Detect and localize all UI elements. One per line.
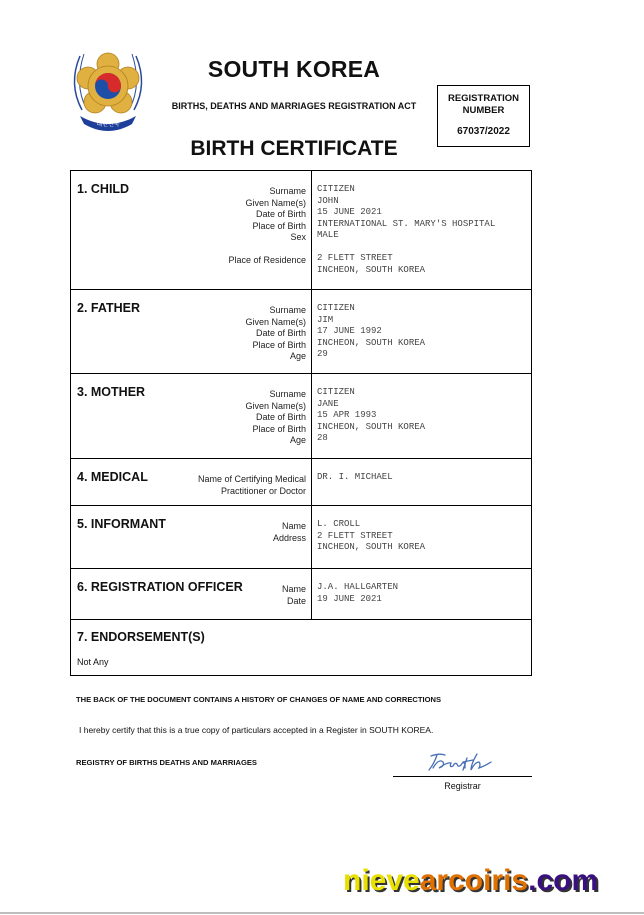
section-title: 2. FATHER — [77, 301, 140, 315]
field-label: Place of Birth — [252, 220, 306, 231]
field-value: J.A. HALLGARTEN — [317, 582, 399, 592]
watermark-logo — [343, 864, 643, 900]
field-label: Given Name(s) — [245, 197, 306, 208]
emblem-banner-text: 대한민국 — [96, 121, 120, 128]
field-value: 17 JUNE 1992 — [317, 326, 382, 337]
korea-emblem-icon — [66, 44, 150, 134]
field-value: JIM — [317, 314, 334, 325]
field-value: INCHEON, SOUTH KOREA — [317, 337, 426, 348]
bottom-divider — [0, 912, 644, 914]
section-informant — [71, 506, 531, 569]
field-value: CITIZEN — [317, 387, 355, 397]
field-label: Name — [281, 521, 306, 531]
field-label: Age — [289, 435, 306, 446]
registry-name: REGISTRY OF BIRTHS DEATHS AND MARRIAGES — [76, 758, 257, 767]
field-value: 2 FLETT STREET — [317, 530, 393, 541]
field-value: JOHN — [317, 195, 339, 206]
signature-line — [393, 776, 532, 777]
field-label: Place of Birth — [252, 339, 306, 350]
field-label: Surname — [269, 389, 306, 399]
field-label: Place of Residence — [228, 254, 306, 265]
registrar-label: Registrar — [444, 781, 481, 791]
field-value: 29 — [317, 349, 328, 360]
section-title: 1. CHILD — [77, 182, 130, 196]
section-title: 5. INFORMANT — [77, 517, 166, 531]
section-title: 7. ENDORSEMENT(S) — [77, 630, 205, 644]
field-value: 28 — [317, 433, 328, 444]
field-value: INTERNATIONAL ST. MARY'S HOSPITAL — [317, 218, 496, 229]
field-value: MALE — [317, 230, 339, 241]
field-value: INCHEON, SOUTH KOREA — [317, 421, 426, 432]
country-title: SOUTH KOREA — [207, 56, 381, 82]
watermark-part3: .com — [528, 864, 599, 897]
registration-label-line2: NUMBER — [462, 105, 505, 116]
field-label: Place of Birth — [252, 423, 306, 434]
certification-statement: I hereby certify that this is a true copy of particulars accepted in a Register in SOUTH KOREA. — [79, 725, 434, 735]
field-label: Surname — [269, 305, 306, 315]
watermark-part2: arcoiris — [419, 864, 529, 897]
registration-number: 67037/2022 — [457, 126, 510, 137]
act-subtitle: BIRTHS, DEATHS AND MARRIAGES REGISTRATION ACT — [171, 101, 417, 111]
section-title: 3. MOTHER — [77, 385, 146, 399]
field-label: Name of Certifying Medical — [197, 474, 306, 484]
field-value: DR. I. MICHAEL — [317, 472, 393, 482]
field-label: Date — [286, 595, 306, 606]
field-value: L. CROLL — [317, 519, 361, 529]
section-mother — [71, 374, 531, 459]
field-value: CITIZEN — [317, 303, 355, 313]
watermark-part1: nieve — [343, 864, 420, 897]
section-medical — [71, 459, 531, 506]
section-title: 6. REGISTRATION OFFICER — [77, 580, 243, 594]
certificate-form — [70, 170, 532, 676]
document-title: BIRTH CERTIFICATE — [190, 137, 398, 160]
field-value: 15 JUNE 2021 — [317, 207, 382, 218]
field-label: Practitioner or Doctor — [220, 485, 306, 496]
field-value: CITIZEN — [317, 184, 355, 194]
field-label: Surname — [269, 186, 306, 196]
registrar-signature — [425, 750, 497, 774]
back-of-document-note: THE BACK OF THE DOCUMENT CONTAINS A HISTORY OF CHANGES OF NAME AND CORRECTIONS — [76, 695, 442, 704]
section-registration-officer — [71, 569, 531, 620]
field-value: INCHEON, SOUTH KOREA — [317, 542, 426, 553]
section-title: 4. MEDICAL — [77, 470, 148, 484]
registration-label-line1: REGISTRATION — [447, 93, 520, 104]
section-endorsement — [71, 620, 531, 675]
field-label: Date of Birth — [255, 412, 306, 423]
section-child — [71, 171, 531, 290]
field-label: Date of Birth — [255, 328, 306, 339]
field-label: Age — [289, 351, 306, 362]
endorsement-value: Not Any — [77, 657, 109, 667]
field-label: Name — [281, 584, 306, 594]
field-value: JANE — [317, 398, 339, 409]
registration-number-box — [437, 85, 530, 147]
field-value: 19 JUNE 2021 — [317, 593, 382, 604]
field-value: 2 FLETT STREET — [317, 252, 393, 263]
field-label: Given Name(s) — [245, 400, 306, 411]
field-label: Address — [272, 532, 306, 543]
field-label: Given Name(s) — [245, 316, 306, 327]
field-value: INCHEON, SOUTH KOREA — [317, 264, 426, 275]
section-father — [71, 290, 531, 374]
field-value: 15 APR 1993 — [317, 410, 377, 421]
field-label: Sex — [290, 232, 306, 243]
field-label: Date of Birth — [255, 209, 306, 220]
